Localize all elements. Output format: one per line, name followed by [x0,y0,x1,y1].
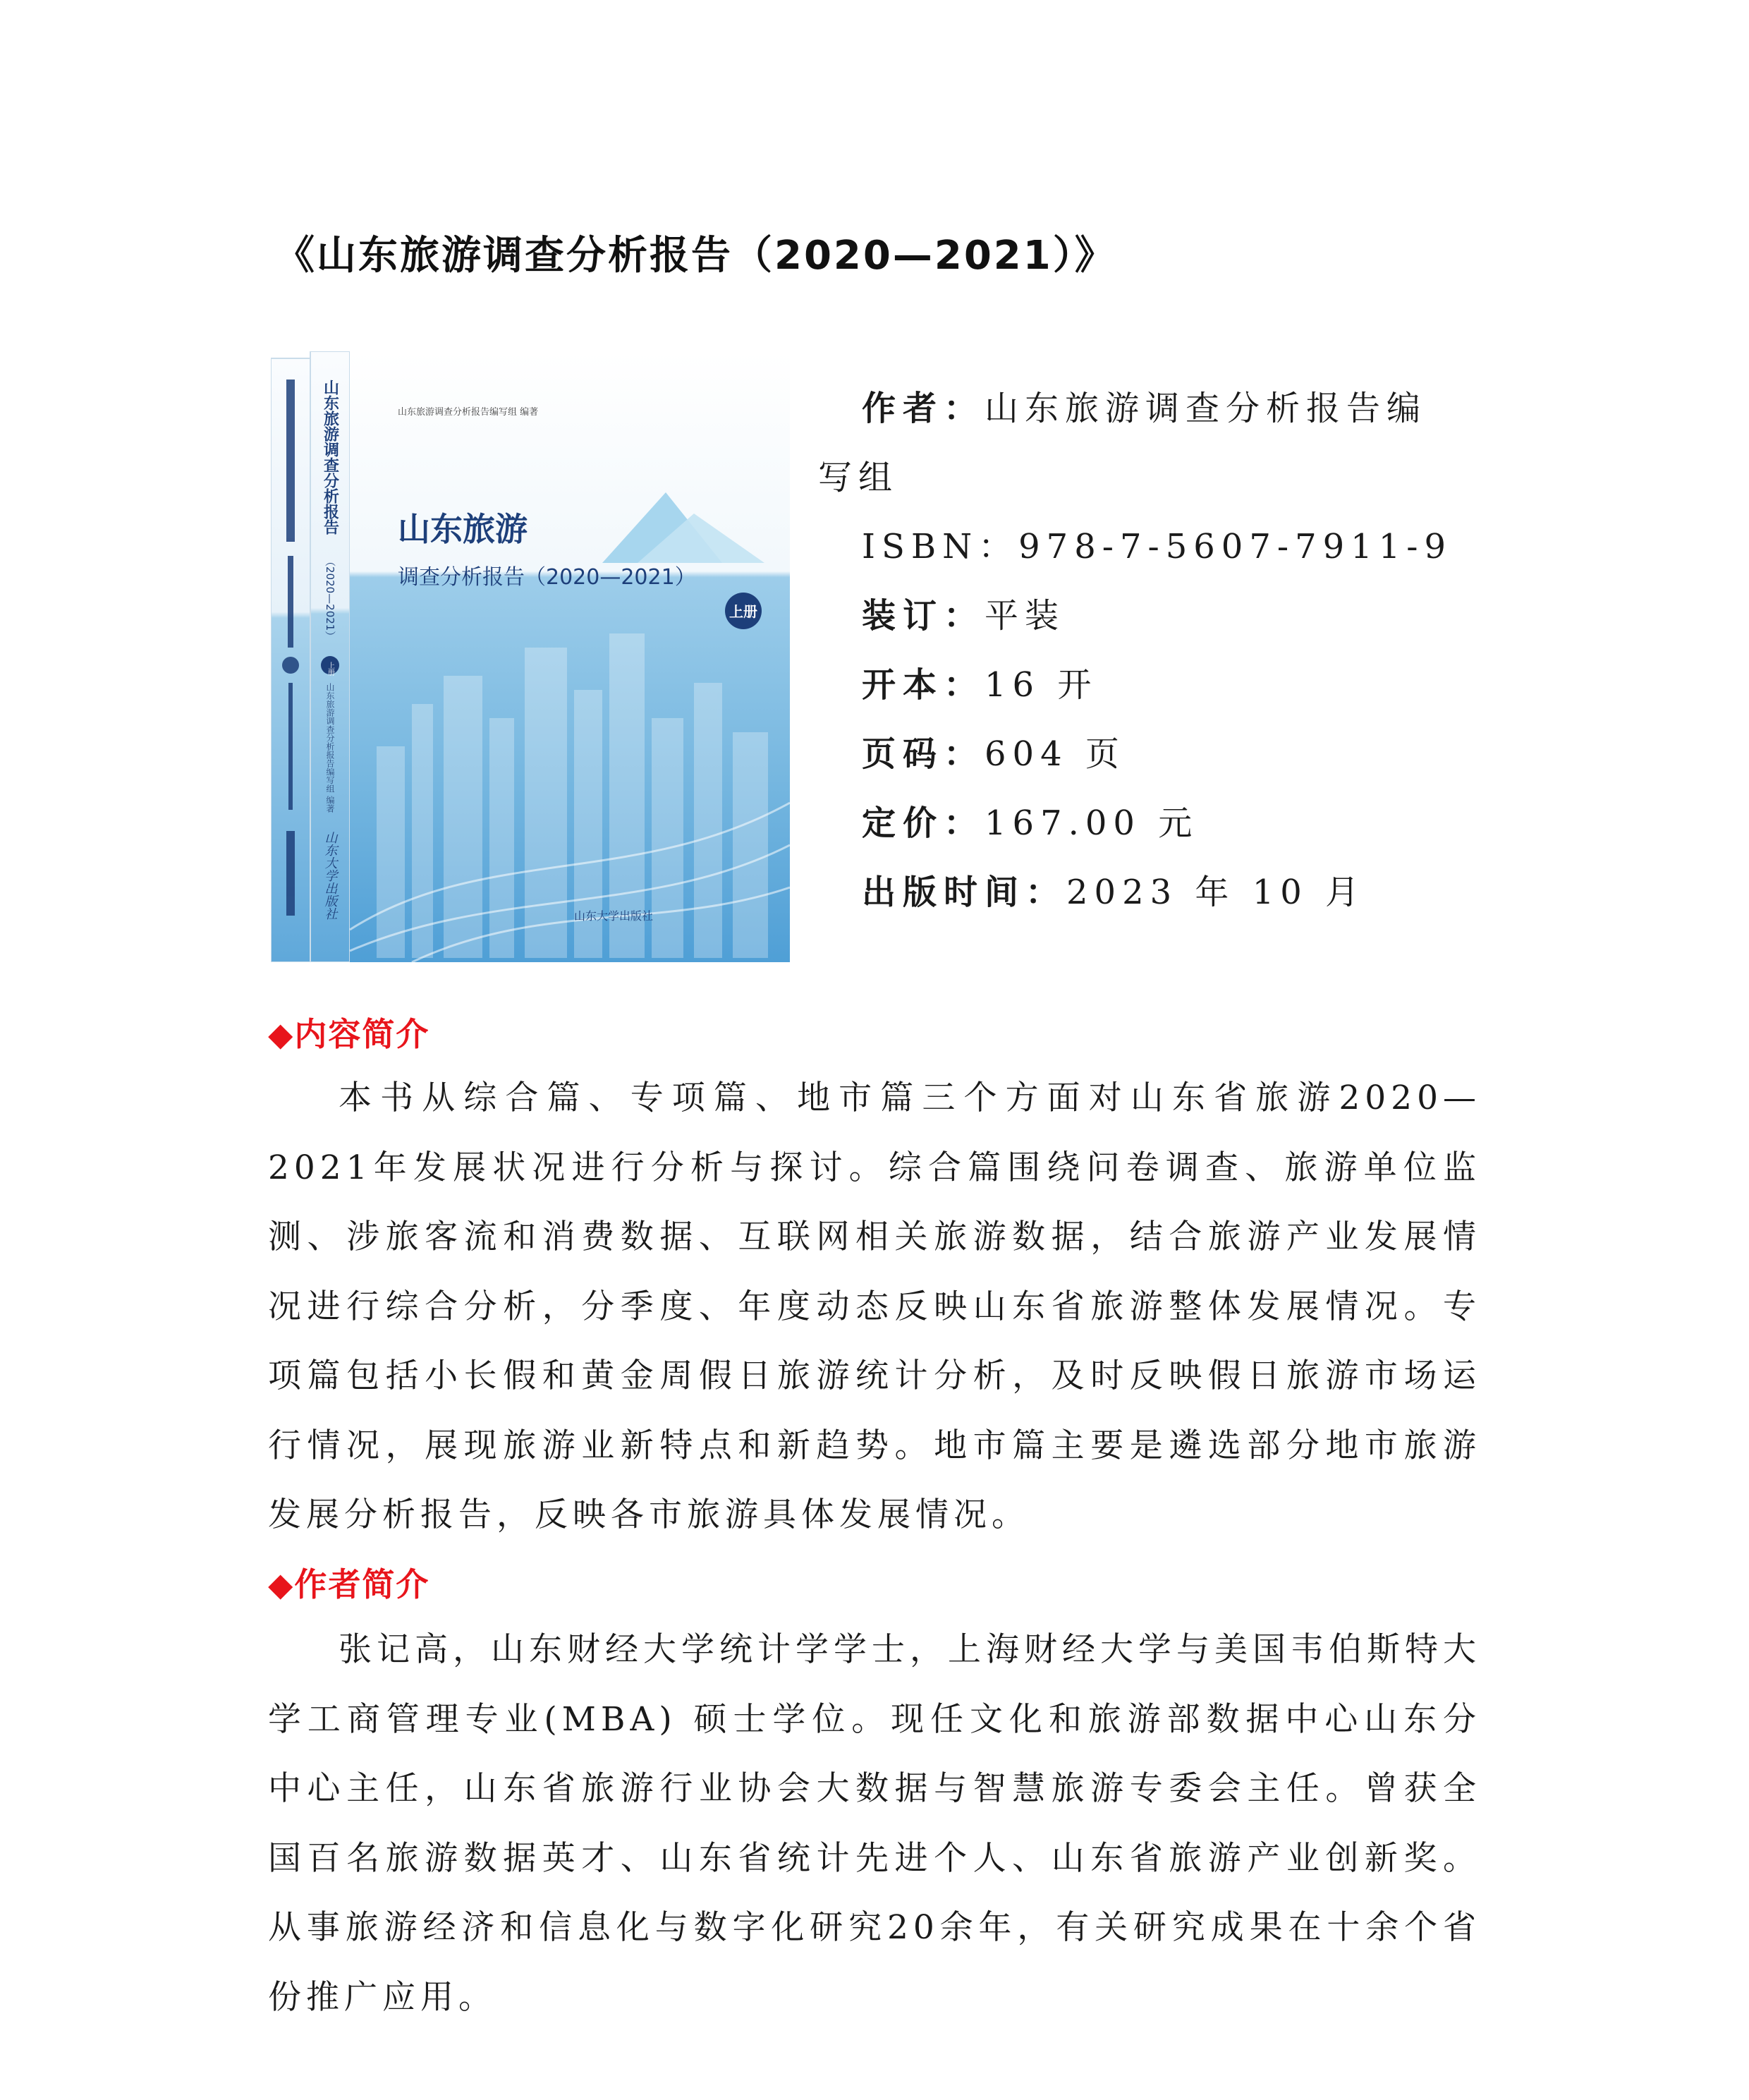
cover-editor-line: 山东旅游调查分析报告编写组 编著 [398,407,539,418]
meta-pages-value: 604 页 [985,734,1126,774]
book-cover-image [271,351,790,962]
cover-title-line1: 山东旅游 [398,510,528,548]
meta-date-value: 2023 年 10 月 [1066,873,1366,912]
spine-editor: 山东旅游调查分析报告编写组 编著 [325,683,335,813]
meta-author: 作者：山东旅游调查分析报告编 [862,389,1427,428]
meta-format-value: 16 开 [985,665,1098,705]
cover-volume-badge: 上册 [729,603,757,620]
meta-binding-value: 平装 [985,596,1066,636]
author-intro-text: 张记高，山东财经大学统计学学士，上海财经大学与美国韦伯斯特大学工商管理专业(MBA) 硕士学位。现任文化和旅游部数据中心山东分中心主任，山东省旅游行业协会大数据与智慧旅游专委会主任。曾获全国百名旅游数据英才、山东省统计先进个人、山东省旅游产业创新奖。从事旅游经济和信息化与数字化研究20余年，有关研究成果在十余个省份推广应用。 [268,1630,1481,2017]
meta-author-cont: 写组 [818,458,899,497]
cover-publisher: 山东大学出版社 [574,909,654,923]
spine-publisher: 山东大学出版社 [322,831,338,920]
summary-heading: ◆内容简介 [268,1015,430,1053]
meta-isbn: ISBN：978-7-5607-7911-9 [862,527,1453,566]
meta-format: 开本：16 开 [862,665,1098,705]
summary-text: 本书从综合篇、专项篇、地市篇三个方面对山东省旅游2020—2021年发展状况进行分析与探讨。综合篇围绕问卷调查、旅游单位监测、涉旅客流和消费数据、互联网相关旅游数据，结合旅游产业发展情况进行综合分析，分季度、年度动态反映山东省旅游整体发展情况。专项篇包括小长假和黄金周假日旅游统计分析，及时反映假日旅游市场运行情况，展现旅游业新特点和新趋势。地市篇主要是遴选部分地市旅游发展分析报告，反映各市旅游具体发展情况。 [268,1079,1481,1534]
meta-price-value: 167.00 元 [985,803,1199,843]
cover-title-line2: 调查分析报告（2020—2021） [398,565,696,590]
meta-isbn-value: 978-7-5607-7911-9 [1018,527,1453,566]
meta-binding: 装订：平装 [862,596,1066,636]
spine-volume: 上册 [326,662,334,676]
meta-pages: 页码：604 页 [862,734,1126,774]
meta-author-value: 山东旅游调查分析报告编 [985,389,1427,428]
meta-price: 定价：167.00 元 [862,803,1199,843]
book-metadata [818,374,1495,927]
page-title: 《山东旅游调查分析报告（2020—2021）》 [275,233,1116,279]
author-intro-heading: ◆作者简介 [268,1565,430,1603]
meta-date: 出版时间：2023 年 10 月 [862,873,1366,912]
spine-title: 山东旅游调查分析报告 [321,380,339,535]
spine-years: （2020—2021） [324,556,336,642]
